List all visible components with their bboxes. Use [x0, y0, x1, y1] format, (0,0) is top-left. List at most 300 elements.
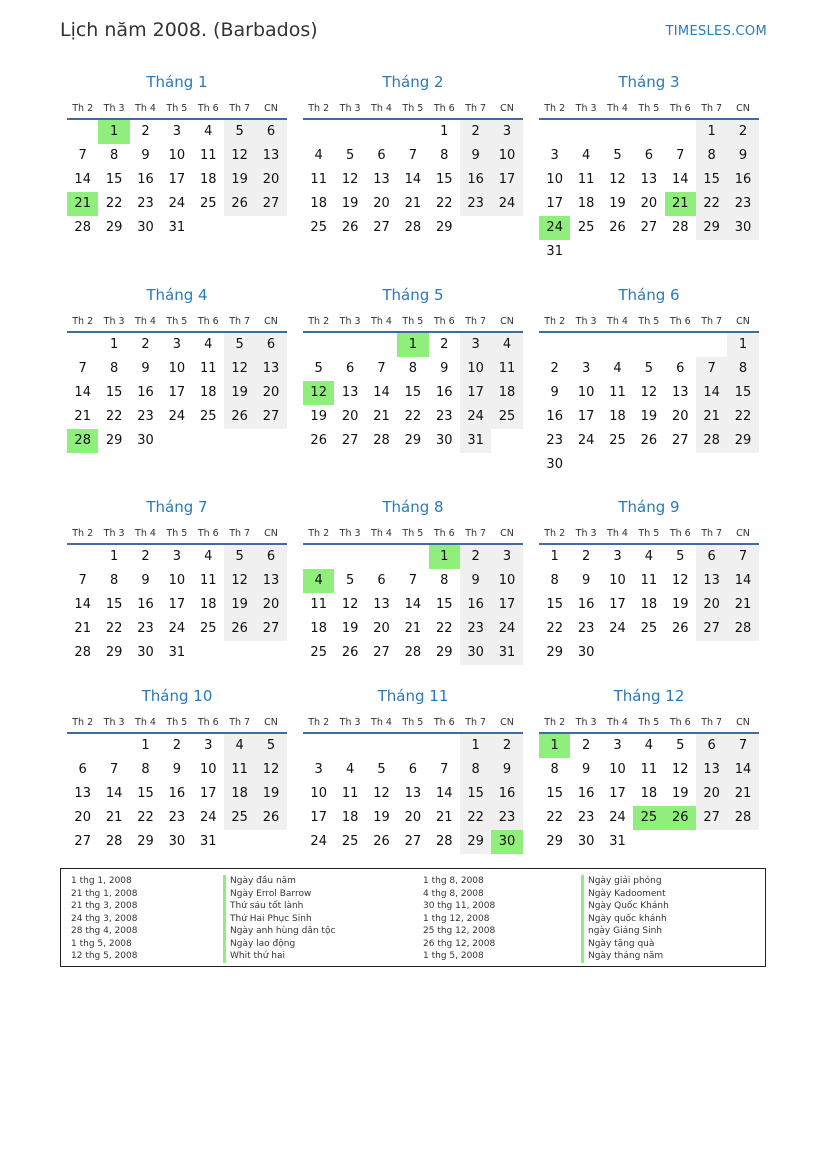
day-cell: 19: [671, 597, 689, 612]
day-cell: 7: [78, 573, 87, 588]
day-cell: 17: [491, 168, 522, 192]
day-cell: 11: [609, 385, 626, 400]
day-cell: 31: [168, 220, 186, 235]
day-cell: 29: [546, 834, 563, 849]
month-name: Tháng 12: [613, 687, 685, 705]
day-cell: 13: [671, 385, 689, 400]
weekday-label: Th 6: [669, 103, 691, 114]
legend-holiday-name: Ngày giải phóng: [581, 875, 669, 888]
day-cell: 2: [491, 734, 522, 758]
day-cell: 30: [137, 433, 154, 448]
day-cell: 30: [727, 216, 758, 240]
empty-cell: [633, 333, 664, 357]
day-cell: 17: [460, 381, 491, 405]
day-cell: 3: [491, 545, 522, 569]
week-row: [539, 830, 759, 854]
day-cell: 26: [341, 645, 359, 660]
empty-cell: [696, 830, 727, 854]
day-cell: 15: [546, 597, 563, 612]
day-cell: 7: [408, 573, 417, 588]
day-cell: 21: [67, 192, 98, 216]
day-cell: 1: [727, 333, 758, 357]
empty-cell: [727, 453, 758, 477]
day-cell: 15: [546, 786, 563, 801]
week-row: [303, 144, 523, 168]
day-cell: 22: [137, 810, 154, 825]
empty-cell: [193, 641, 224, 665]
day-cell: 18: [199, 385, 217, 400]
weekday-label: Th 6: [669, 316, 691, 327]
day-cell: 25: [310, 220, 327, 235]
legend-date: 1 thg 5, 2008: [423, 951, 484, 961]
day-cell: 4: [613, 361, 622, 376]
day-cell: 8: [440, 148, 449, 163]
week-row: [67, 333, 287, 357]
day-cell: 9: [141, 573, 150, 588]
weekday-label: Th 3: [103, 103, 125, 114]
empty-cell: [255, 641, 286, 665]
weekday-label: Th 2: [72, 316, 94, 327]
day-cell: 27: [255, 192, 286, 216]
legend-date: 1 thg 12, 2008: [423, 913, 490, 924]
day-cell: 25: [199, 621, 217, 636]
empty-cell: [255, 429, 286, 453]
day-cell: 13: [373, 597, 390, 612]
weekday-label: Th 5: [402, 316, 424, 327]
day-cell: 3: [613, 549, 622, 564]
day-cell: 29: [460, 830, 491, 854]
weekday-label: Th 3: [575, 316, 597, 327]
day-cell: 3: [550, 148, 559, 163]
day-cell: 26: [224, 405, 255, 429]
day-cell: 31: [546, 244, 563, 259]
week-row: [67, 216, 287, 240]
day-cell: 24: [199, 810, 217, 825]
week-row: [303, 357, 523, 381]
day-cell: 19: [224, 381, 255, 405]
week-row: [303, 734, 523, 758]
empty-cell: [570, 333, 601, 357]
week-row: [303, 192, 523, 216]
day-cell: 18: [491, 381, 522, 405]
weekday-label: Th 2: [308, 528, 330, 539]
day-cell: 18: [640, 597, 658, 612]
month-name: Tháng 4: [146, 286, 208, 304]
day-cell: 15: [137, 786, 154, 801]
day-cell: 9: [141, 361, 150, 376]
day-cell: 2: [581, 738, 591, 753]
weekday-label: Th 3: [339, 528, 361, 539]
weekday-label: Th 3: [103, 528, 125, 539]
day-cell: 24: [539, 216, 570, 240]
day-cell: 13: [74, 786, 91, 801]
week-row: [539, 734, 759, 758]
empty-cell: [665, 641, 696, 665]
day-cell: 30: [435, 433, 453, 448]
day-cell: 27: [373, 220, 390, 235]
empty-cell: [224, 429, 255, 453]
legend-dates-left: [71, 875, 137, 963]
legend-date: 4 thg 8, 2008: [423, 888, 484, 899]
day-cell: 10: [491, 144, 522, 168]
day-cell: 11: [640, 573, 658, 588]
empty-cell: [224, 641, 255, 665]
day-cell: 31: [460, 429, 491, 453]
weekday-header: [67, 523, 287, 545]
month-name: Tháng 2: [382, 73, 444, 91]
day-cell: 2: [460, 545, 491, 569]
empty-cell: [539, 333, 570, 357]
day-cell: 4: [204, 549, 213, 564]
legend-holiday-name: ngày Giáng Sinh: [581, 925, 669, 938]
day-cell: 19: [640, 409, 658, 424]
weekday-label: Th 3: [339, 103, 361, 114]
day-cell: 31: [168, 645, 186, 660]
legend-holiday-name: Whit thứ hai: [223, 950, 335, 963]
empty-cell: [491, 216, 522, 240]
empty-cell: [602, 240, 633, 264]
week-row: [303, 758, 523, 782]
brand-link[interactable]: TIMESLES.COM: [665, 24, 767, 39]
week-row: [539, 806, 759, 830]
week-row: [67, 405, 287, 429]
day-cell: 31: [491, 641, 522, 665]
day-cell: 24: [460, 405, 491, 429]
weekday-label: Th 7: [701, 717, 723, 728]
empty-cell: [570, 240, 601, 264]
day-cell: 14: [404, 597, 422, 612]
day-cell: 27: [696, 617, 727, 641]
day-cell: 3: [314, 762, 323, 777]
day-cell: 3: [613, 738, 622, 753]
empty-cell: [696, 240, 727, 264]
empty-cell: [665, 453, 696, 477]
day-cell: 27: [696, 806, 727, 830]
day-cell: 24: [168, 409, 186, 424]
weekday-label: Th 7: [465, 103, 487, 114]
day-cell: 12: [341, 172, 359, 187]
day-cell: 23: [491, 806, 522, 830]
week-row: [67, 782, 287, 806]
day-cell: 28: [404, 645, 422, 660]
month-block: [303, 70, 523, 240]
week-row: [303, 806, 523, 830]
week-row: [67, 429, 287, 453]
week-row: [303, 617, 523, 641]
weekday-label: Th 4: [135, 103, 156, 114]
day-cell: 1: [397, 333, 428, 357]
month-name: Tháng 1: [146, 73, 208, 91]
day-cell: 9: [581, 762, 591, 777]
day-cell: 12: [640, 385, 658, 400]
day-cell: 20: [255, 593, 286, 617]
empty-cell: [255, 216, 286, 240]
day-cell: 20: [255, 381, 286, 405]
day-cell: 1: [550, 549, 559, 564]
day-cell: 7: [377, 361, 386, 376]
day-cell: 10: [491, 569, 522, 593]
day-cell: 5: [676, 738, 685, 753]
empty-cell: [665, 120, 696, 144]
legend-date: 30 thg 11, 2008: [423, 901, 496, 911]
day-cell: 29: [435, 645, 453, 660]
day-cell: 6: [696, 734, 727, 758]
day-cell: 27: [671, 433, 689, 448]
month-name: Tháng 8: [382, 498, 444, 516]
day-cell: 20: [696, 593, 727, 617]
day-cell: 28: [435, 834, 453, 849]
day-cell: 29: [137, 834, 154, 849]
day-cell: 8: [109, 573, 119, 588]
day-cell: 11: [491, 357, 522, 381]
weekday-label: Th 5: [166, 717, 188, 728]
day-cell: 17: [577, 409, 595, 424]
empty-cell: [602, 333, 633, 357]
empty-cell: [727, 641, 758, 665]
holiday-legend: [60, 868, 766, 967]
day-cell: 13: [696, 758, 727, 782]
day-cell: 19: [224, 168, 255, 192]
weekday-label: Th 6: [433, 528, 455, 539]
day-cell: 28: [727, 806, 758, 830]
weekday-label: Th 3: [575, 528, 597, 539]
week-row: [303, 830, 523, 854]
legend-date: 21 thg 1, 2008: [71, 888, 138, 899]
week-row: [539, 593, 759, 617]
day-cell: 3: [491, 120, 522, 144]
day-cell: 22: [105, 621, 123, 636]
weekday-label: Th 7: [701, 103, 723, 114]
day-cell: 26: [640, 433, 658, 448]
day-cell: 1: [696, 120, 727, 144]
weekday-label: CN: [264, 528, 278, 539]
page-title: Lịch năm 2008. (Barbados): [60, 19, 318, 41]
day-cell: 28: [67, 429, 98, 453]
weekday-header: [303, 712, 523, 734]
weekday-label: Th 7: [229, 316, 251, 327]
day-cell: 14: [696, 381, 727, 405]
weekday-label: Th 6: [669, 528, 691, 539]
day-cell: 23: [168, 810, 186, 825]
day-cell: 7: [676, 148, 685, 163]
day-cell: 15: [460, 782, 491, 806]
day-cell: 4: [345, 762, 355, 777]
day-cell: 6: [78, 762, 87, 777]
day-cell: 7: [727, 734, 758, 758]
day-cell: 15: [105, 597, 123, 612]
day-cell: 12: [671, 573, 689, 588]
day-cell: 15: [435, 597, 453, 612]
month-block: [539, 684, 759, 854]
day-cell: 23: [460, 192, 491, 216]
day-cell: 30: [491, 830, 522, 854]
day-cell: 29: [546, 645, 563, 660]
weekday-label: Th 7: [229, 528, 251, 539]
day-cell: 25: [199, 409, 217, 424]
empty-cell: [303, 120, 334, 144]
day-cell: 26: [609, 220, 626, 235]
day-cell: 17: [310, 810, 327, 825]
month-block: [67, 684, 287, 854]
day-cell: 5: [224, 333, 255, 357]
day-cell: 27: [255, 617, 286, 641]
day-cell: 16: [168, 786, 186, 801]
empty-cell: [665, 333, 696, 357]
legend-date: 26 thg 12, 2008: [423, 938, 496, 949]
day-cell: 28: [74, 220, 91, 235]
day-cell: 26: [224, 192, 255, 216]
day-cell: 11: [199, 148, 217, 163]
day-cell: 16: [460, 593, 491, 617]
month-block: [539, 495, 759, 665]
empty-cell: [633, 240, 664, 264]
empty-cell: [460, 216, 491, 240]
week-row: [303, 569, 523, 593]
day-cell: 23: [137, 196, 154, 211]
empty-cell: [224, 216, 255, 240]
weekday-header: [67, 98, 287, 120]
day-cell: 16: [460, 168, 491, 192]
legend-holiday-name: Ngày Quốc Khánh: [581, 900, 669, 913]
week-row: [67, 734, 287, 758]
weekday-label: CN: [500, 103, 514, 114]
day-cell: 14: [74, 385, 91, 400]
day-cell: 25: [640, 621, 658, 636]
day-cell: 22: [546, 621, 563, 636]
empty-cell: [539, 120, 570, 144]
weekday-label: Th 6: [197, 316, 219, 327]
day-cell: 2: [172, 738, 181, 753]
weekday-label: Th 4: [135, 528, 156, 539]
weekday-label: Th 2: [544, 103, 566, 114]
day-cell: 31: [199, 834, 217, 849]
weekday-label: Th 2: [72, 528, 94, 539]
day-cell: 21: [74, 409, 91, 424]
weekday-label: Th 4: [607, 103, 628, 114]
day-cell: 15: [404, 385, 422, 400]
day-cell: 3: [172, 549, 181, 564]
weekday-label: CN: [500, 717, 514, 728]
empty-cell: [161, 429, 192, 453]
day-cell: 17: [199, 786, 217, 801]
week-row: [303, 405, 523, 429]
day-cell: 18: [224, 782, 255, 806]
day-cell: 22: [404, 409, 422, 424]
weekday-label: Th 5: [638, 717, 660, 728]
day-cell: 20: [373, 196, 390, 211]
day-cell: 27: [373, 645, 390, 660]
weekday-label: Th 5: [402, 103, 424, 114]
day-cell: 29: [435, 220, 453, 235]
week-row: [303, 429, 523, 453]
day-cell: 17: [491, 593, 522, 617]
weekday-label: Th 6: [669, 717, 691, 728]
weekday-label: CN: [264, 316, 278, 327]
day-cell: 25: [577, 220, 595, 235]
weekday-label: CN: [500, 528, 514, 539]
weekday-label: Th 4: [135, 316, 156, 327]
day-cell: 6: [408, 762, 417, 777]
week-row: [539, 617, 759, 641]
legend-holiday-name: Ngày tặng quà: [581, 938, 669, 951]
legend-holiday-name: Ngày lao động: [223, 938, 335, 951]
day-cell: 7: [727, 545, 758, 569]
day-cell: 30: [546, 457, 563, 472]
weekday-label: Th 3: [575, 717, 597, 728]
month-name: Tháng 3: [618, 73, 680, 91]
day-cell: 10: [310, 786, 327, 801]
day-cell: 2: [460, 120, 491, 144]
day-cell: 2: [141, 337, 150, 352]
day-cell: 13: [404, 786, 422, 801]
day-cell: 29: [105, 433, 123, 448]
day-cell: 15: [105, 172, 123, 187]
empty-cell: [334, 734, 365, 758]
day-cell: 14: [727, 758, 758, 782]
legend-date: 21 thg 3, 2008: [71, 901, 138, 911]
day-cell: 24: [609, 621, 626, 636]
weekday-label: Th 5: [166, 103, 188, 114]
day-cell: 9: [460, 144, 491, 168]
day-cell: 25: [341, 834, 359, 849]
day-cell: 9: [550, 385, 559, 400]
day-cell: 3: [581, 361, 591, 376]
day-cell: 4: [581, 148, 591, 163]
day-cell: 11: [577, 172, 595, 187]
week-row: [539, 168, 759, 192]
day-cell: 5: [255, 734, 286, 758]
day-cell: 19: [341, 621, 359, 636]
weekday-label: Th 3: [103, 717, 125, 728]
day-cell: 13: [255, 144, 286, 168]
day-cell: 6: [377, 148, 386, 163]
legend-holiday-name: Ngày Errol Barrow: [223, 888, 335, 901]
weekday-label: Th 6: [197, 528, 219, 539]
day-cell: 2: [141, 549, 150, 564]
month-name: Tháng 10: [141, 687, 213, 705]
day-cell: 18: [609, 409, 626, 424]
week-row: [67, 192, 287, 216]
day-cell: 28: [671, 220, 689, 235]
day-cell: 7: [78, 361, 87, 376]
day-cell: 14: [74, 172, 91, 187]
empty-cell: [429, 734, 460, 758]
day-cell: 4: [224, 734, 255, 758]
week-row: [539, 453, 759, 477]
day-cell: 11: [310, 597, 327, 612]
day-cell: 5: [377, 762, 386, 777]
month-name: Tháng 7: [146, 498, 208, 516]
day-cell: 25: [224, 806, 255, 830]
legend-dates-right: [423, 875, 495, 963]
week-row: [539, 782, 759, 806]
weekday-label: Th 5: [402, 528, 424, 539]
weekday-label: Th 5: [638, 103, 660, 114]
day-cell: 30: [168, 834, 186, 849]
day-cell: 22: [435, 196, 453, 211]
day-cell: 2: [550, 361, 559, 376]
week-row: [303, 216, 523, 240]
day-cell: 19: [341, 196, 359, 211]
day-cell: 20: [341, 409, 359, 424]
week-row: [539, 641, 759, 665]
legend-date: 25 thg 12, 2008: [423, 926, 496, 936]
day-cell: 19: [255, 782, 286, 806]
month-block: [67, 495, 287, 665]
day-cell: 22: [696, 192, 727, 216]
day-cell: 2: [727, 120, 758, 144]
day-cell: 16: [577, 597, 595, 612]
